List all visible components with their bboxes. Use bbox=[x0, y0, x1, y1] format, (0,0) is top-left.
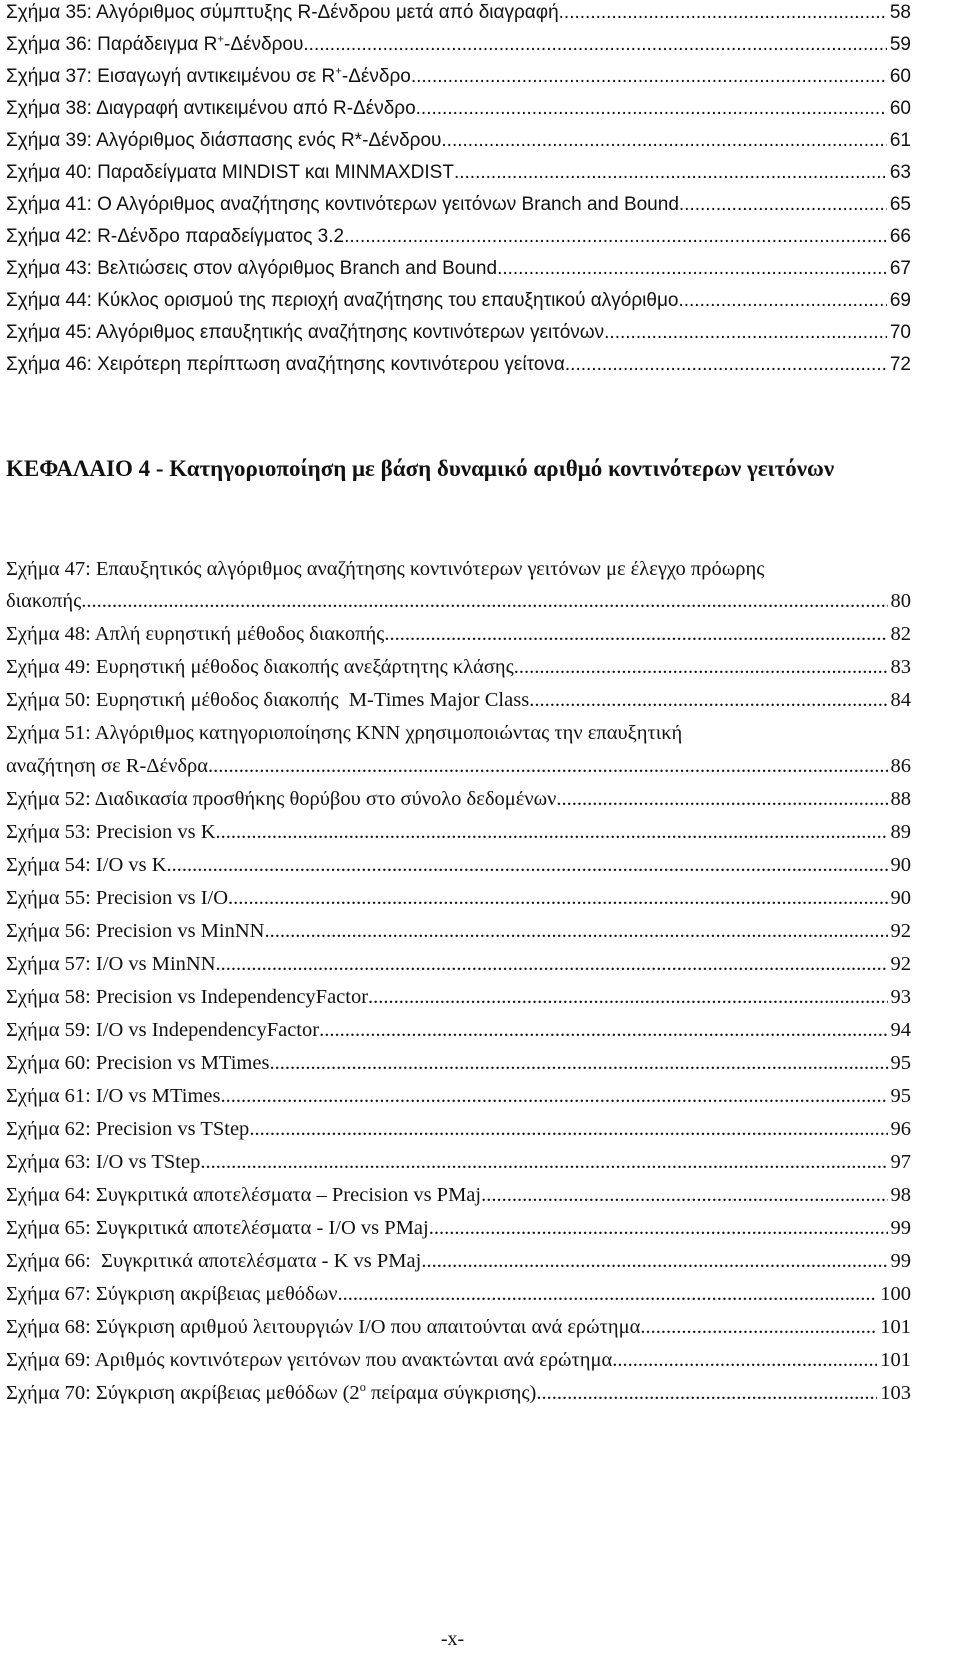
toc-entry-label: διακοπής bbox=[6, 590, 82, 612]
toc-entry-label-line1[interactable]: Σχήμα 47: Επαυξητικός αλγόριθμος αναζήτησης κοντινότερων γειτόνων με έλεγχο πρόωρης bbox=[6, 558, 765, 580]
toc-entry-label: Σχήμα 46: Χειρότερη περίπτωση αναζήτησης κοντινότερου γείτονα bbox=[6, 354, 565, 375]
leader-dots bbox=[514, 656, 888, 679]
leader-dots bbox=[337, 1283, 877, 1306]
toc-entry[interactable] bbox=[6, 887, 911, 910]
toc-entry-page: 60 bbox=[889, 66, 911, 87]
toc-entry-label: Σχήμα 36: Παράδειγμα R+-Δένδρου bbox=[6, 34, 304, 55]
toc-entry[interactable] bbox=[6, 1085, 911, 1108]
leader-dots bbox=[679, 194, 887, 216]
toc-entry-label: Σχήμα 48: Απλή ευρηστική μέθοδος διακοπής bbox=[6, 623, 385, 645]
toc-entry[interactable] bbox=[6, 1349, 911, 1372]
toc-entry[interactable] bbox=[6, 354, 911, 376]
toc-entry[interactable] bbox=[6, 854, 911, 877]
toc-entry[interactable] bbox=[6, 1382, 911, 1405]
toc-entry-page: 60 bbox=[889, 98, 911, 119]
leader-dots bbox=[167, 854, 888, 877]
toc-entry-label: Σχήμα 52: Διαδικασία προσθήκης θορύβου στο σύνολο δεδομένων bbox=[6, 788, 557, 810]
toc-entry-label: Σχήμα 69: Αριθμός κοντινότερων γειτόνων που ανακτώνται ανά ερώτημα bbox=[6, 1349, 613, 1371]
toc-entry-label: Σχήμα 44: Κύκλος ορισμού της περιοχή αναζήτησης του επαυξητικού αλγόριθμο bbox=[6, 290, 679, 311]
toc-entry-label: Σχήμα 57: I/O vs MinNN bbox=[6, 953, 216, 975]
toc-entry-label: Σχήμα 53: Precision vs K bbox=[6, 821, 216, 843]
leader-dots bbox=[497, 258, 887, 280]
toc-entry[interactable] bbox=[6, 1184, 911, 1207]
leader-dots bbox=[678, 290, 886, 312]
toc-entry[interactable] bbox=[6, 1151, 911, 1174]
toc-entry[interactable] bbox=[6, 755, 911, 778]
toc-entry-label: Σχήμα 58: Precision vs IndependencyFactor bbox=[6, 986, 369, 1008]
toc-entry[interactable] bbox=[6, 623, 911, 646]
leader-dots bbox=[200, 1151, 887, 1174]
toc-entry-label: Σχήμα 70: Σύγκριση ακρίβειας μεθόδων ($2^o$ πείραμα σύγκρισης) bbox=[6, 1382, 537, 1404]
toc-entry[interactable] bbox=[6, 226, 911, 248]
leader-dots bbox=[441, 130, 886, 152]
toc-entry-label: Σχήμα 67: Σύγκριση ακρίβειας μεθόδων bbox=[6, 1283, 338, 1305]
toc-entry-label: Σχήμα 35: Αλγόριθμος σύμπτυξης R-Δένδρου μετά από διαγραφή bbox=[6, 2, 559, 23]
leader-dots bbox=[421, 1250, 887, 1273]
toc-entry-page: 65 bbox=[889, 194, 911, 215]
toc-entry-page: 101 bbox=[880, 1316, 911, 1338]
toc-entry-page: 83 bbox=[890, 656, 911, 678]
leader-dots bbox=[303, 34, 886, 56]
toc-entry-page: 103 bbox=[880, 1382, 911, 1404]
toc-entry-label: Σχήμα 56: Precision vs MinNN bbox=[6, 920, 265, 942]
toc-entry-label: αναζήτηση σε R-Δένδρα bbox=[6, 755, 208, 777]
leader-dots bbox=[454, 162, 887, 184]
toc-entry-label: Σχήμα 54: I/O vs K bbox=[6, 854, 167, 876]
toc-entry-label: Σχήμα 68: Σύγκριση αριθμού λειτουργιών I/O που απαιτούνται ανά ερώτημα bbox=[6, 1316, 641, 1338]
toc-entry-page: 92 bbox=[890, 953, 911, 975]
toc-entry[interactable] bbox=[6, 34, 911, 56]
toc-entry[interactable] bbox=[6, 194, 911, 216]
leader-dots bbox=[559, 2, 887, 24]
leader-dots bbox=[264, 920, 887, 943]
leader-dots bbox=[529, 689, 887, 712]
toc-entry-label: Σχήμα 39: Αλγόριθμος διάσπασης ενός R*-Δένδρου bbox=[6, 130, 442, 151]
toc-entry-label: Σχήμα 60: Precision vs MTimes bbox=[6, 1052, 270, 1074]
leader-dots bbox=[344, 226, 887, 248]
toc-entry-page: 90 bbox=[890, 887, 911, 909]
toc-entry-label: Σχήμα 64: Συγκριτικά αποτελέσματα – Precision vs PMaj bbox=[6, 1184, 482, 1206]
toc-entry-label: Σχήμα 61: I/O vs MTimes bbox=[6, 1085, 221, 1107]
toc-entry[interactable] bbox=[6, 290, 911, 312]
leader-dots bbox=[536, 1382, 877, 1405]
toc-entry-label: Σχήμα 45: Αλγόριθμος επαυξητικής αναζήτησης κοντινότερων γειτόνων bbox=[6, 322, 605, 343]
toc-entry-page: 95 bbox=[890, 1085, 911, 1107]
toc-entry[interactable] bbox=[6, 1316, 911, 1339]
toc-entry-page: 92 bbox=[890, 920, 911, 942]
leader-dots bbox=[208, 755, 888, 778]
toc-entry-page: 100 bbox=[880, 1283, 911, 1305]
toc-entry-page: 69 bbox=[889, 290, 911, 311]
toc-entry-label-line1[interactable]: Σχήμα 51: Αλγόριθμος κατηγοριοποίησης KNN χρησιμοποιώντας την επαυξητική bbox=[6, 722, 683, 744]
toc-entry-page: 89 bbox=[890, 821, 911, 843]
leader-dots bbox=[556, 788, 887, 811]
toc-entry-page: 97 bbox=[890, 1151, 911, 1173]
leader-dots bbox=[416, 98, 887, 120]
toc-entry-label: Σχήμα 59: I/O vs IndependencyFactor bbox=[6, 1019, 320, 1041]
toc-entry-page: 67 bbox=[889, 258, 911, 279]
toc-entry-page: 63 bbox=[889, 162, 911, 183]
toc-entry[interactable] bbox=[6, 98, 911, 120]
toc-entry-page: 66 bbox=[889, 226, 911, 247]
toc-entry-label: Σχήμα 37: Εισαγωγή αντικειμένου σε R+-Δένδρο bbox=[6, 66, 411, 87]
toc-entry-page: 82 bbox=[890, 623, 911, 645]
toc-entry-page: 99 bbox=[890, 1217, 911, 1239]
leader-dots bbox=[429, 1217, 888, 1240]
leader-dots bbox=[220, 1085, 887, 1108]
toc-entry-page: 80 bbox=[890, 590, 911, 612]
toc-entry-page: 59 bbox=[889, 34, 911, 55]
toc-entry-page: 93 bbox=[890, 986, 911, 1008]
toc-entry-label: Σχήμα 66: Συγκριτικά αποτελέσματα - K vs PMaj bbox=[6, 1250, 422, 1272]
toc-entry-page: 58 bbox=[889, 2, 911, 23]
toc-entry[interactable] bbox=[6, 162, 911, 184]
toc-entry-page: 88 bbox=[890, 788, 911, 810]
toc-entry-label: Σχήμα 62: Precision vs TStep bbox=[6, 1118, 250, 1140]
toc-entry[interactable] bbox=[6, 2, 911, 24]
leader-dots bbox=[249, 1118, 887, 1141]
toc-entry-page: 101 bbox=[880, 1349, 911, 1371]
leader-dots bbox=[228, 887, 887, 910]
leader-dots bbox=[368, 986, 887, 1009]
toc-entry-page: 94 bbox=[890, 1019, 911, 1041]
toc-entry[interactable] bbox=[6, 788, 911, 811]
toc-entry-page: 84 bbox=[890, 689, 911, 711]
toc-entry-label: Σχήμα 63: I/O vs TStep bbox=[6, 1151, 201, 1173]
toc-entry[interactable] bbox=[6, 258, 911, 280]
leader-dots bbox=[411, 66, 887, 88]
toc-entry[interactable] bbox=[6, 656, 911, 679]
toc-entry[interactable] bbox=[6, 1283, 911, 1306]
toc-entry-label: Σχήμα 49: Ευρηστική μέθοδος διακοπής ανεξάρτητης κλάσης bbox=[6, 656, 514, 678]
leader-dots bbox=[481, 1184, 887, 1207]
toc-entry-page: 70 bbox=[889, 322, 911, 343]
toc-entry-label: Σχήμα 65: Συγκριτικά αποτελέσματα - I/O vs PMaj bbox=[6, 1217, 429, 1239]
toc-entry-label: Σχήμα 43: Βελτιώσεις στον αλγόριθμος Branch and Bound bbox=[6, 258, 498, 279]
toc-entry[interactable] bbox=[6, 590, 911, 613]
toc-entry-page: 61 bbox=[889, 130, 911, 151]
toc-entry[interactable] bbox=[6, 1052, 911, 1075]
toc-entry-page: 90 bbox=[890, 854, 911, 876]
toc-entry[interactable] bbox=[6, 986, 911, 1009]
toc-entry[interactable] bbox=[6, 1250, 911, 1273]
leader-dots bbox=[612, 1349, 877, 1372]
toc-entry[interactable] bbox=[6, 66, 911, 88]
toc-entry[interactable] bbox=[6, 130, 911, 152]
leader-dots bbox=[565, 354, 887, 376]
toc-entry-page: 72 bbox=[889, 354, 911, 375]
toc-entry-label: Σχήμα 50: Ευρηστική μέθοδος διακοπής M-Times Major Class bbox=[6, 689, 530, 711]
page-number-footer: -x- bbox=[440, 1628, 465, 1650]
toc-entry-page: 99 bbox=[890, 1250, 911, 1272]
toc-entry[interactable] bbox=[6, 953, 911, 976]
toc-entry[interactable] bbox=[6, 1118, 911, 1141]
leader-dots bbox=[640, 1316, 877, 1339]
toc-entry[interactable] bbox=[6, 821, 911, 844]
leader-dots bbox=[384, 623, 887, 646]
chapter-heading: ΚΕΦΑΛΑΙΟ 4 - Κατηγοριοποίηση με βάση δυναμικό αριθμό κοντινότερων γειτόνων bbox=[6, 456, 835, 481]
toc-entry-page: 95 bbox=[890, 1052, 911, 1074]
leader-dots bbox=[216, 821, 888, 844]
leader-dots bbox=[319, 1019, 887, 1042]
toc-entry[interactable] bbox=[6, 322, 911, 344]
toc-entry-page: 98 bbox=[890, 1184, 911, 1206]
leader-dots bbox=[269, 1052, 887, 1075]
toc-entry[interactable] bbox=[6, 689, 911, 712]
toc-entry[interactable] bbox=[6, 1019, 911, 1042]
toc-entry-page: 86 bbox=[890, 755, 911, 777]
leader-dots bbox=[604, 322, 887, 344]
toc-entry-label: Σχήμα 55: Precision vs I/O bbox=[6, 887, 229, 909]
toc-entry-label: Σχήμα 40: Παραδείγματα MINDIST και MINMAXDIST bbox=[6, 162, 454, 183]
toc-entry-page: 96 bbox=[890, 1118, 911, 1140]
toc-entry[interactable] bbox=[6, 920, 911, 943]
leader-dots bbox=[81, 590, 887, 613]
toc-entry-label: Σχήμα 38: Διαγραφή αντικειμένου από R-Δένδρο bbox=[6, 98, 416, 119]
toc-entry-label: Σχήμα 41: Ο Αλγόριθμος αναζήτησης κοντινότερων γειτόνων Branch and Bound bbox=[6, 194, 679, 215]
leader-dots bbox=[216, 953, 888, 976]
toc-entry-label: Σχήμα 42: R-Δένδρο παραδείγματος 3.2 bbox=[6, 226, 345, 247]
toc-entry[interactable] bbox=[6, 1217, 911, 1240]
